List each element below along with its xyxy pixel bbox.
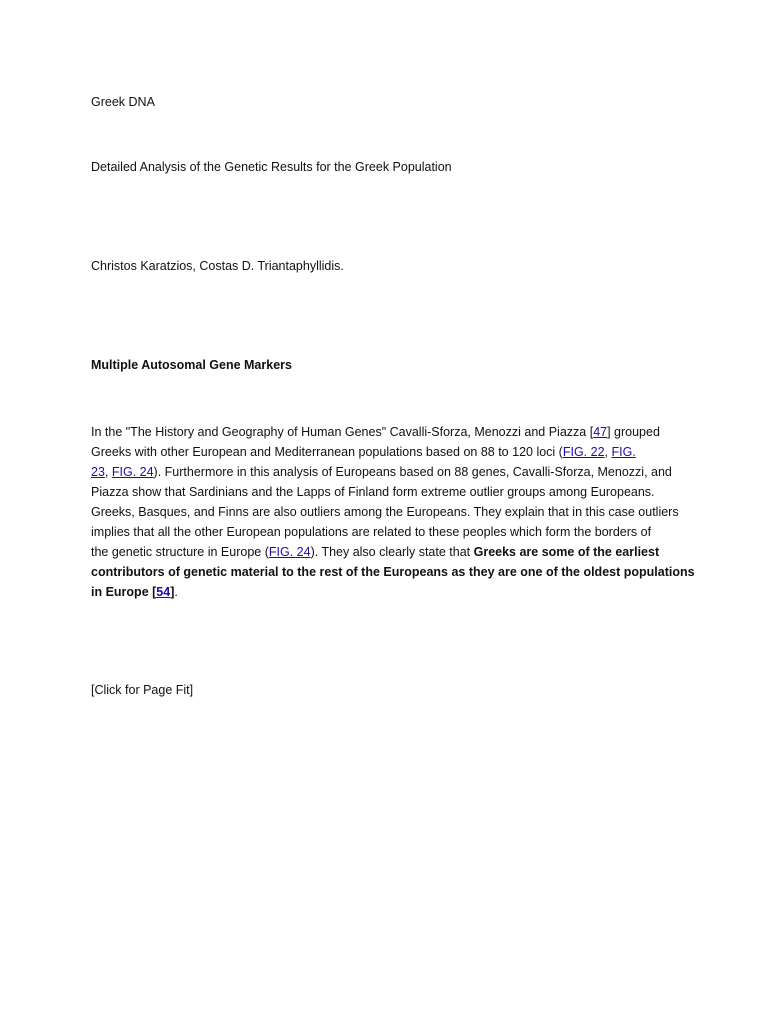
body-paragraph [91,422,695,602]
figure-link-24[interactable]: FIG. 24 [111,465,154,479]
paragraph-line [91,422,681,442]
paragraph-line: Greeks, Basques, and Finns are also outliers among the Europeans. They explain that in this case outliers [91,505,679,519]
document-title: Greek DNA [91,95,155,109]
paragraph-line: Piazza show that Sardinians and the Lapps of Finland form extreme outlier groups among Europeans. [91,485,655,499]
paragraph-text: ] grouped [607,425,660,439]
reference-link-47[interactable]: 47 [593,425,608,439]
paragraph-line [91,582,681,602]
paragraph-text: Greeks with other European and Mediterranean populations based on 88 to 120 loci ( [91,445,563,459]
paragraph-text: . [174,585,178,599]
emphasized-text: in Europe [ [91,585,157,599]
paragraph-line: contributors of genetic material to the rest of the Europeans as they are one of the oldest populations [91,565,695,579]
emphasized-text: ] [170,585,175,599]
paragraph-line [91,462,681,482]
paragraph-line: implies that all the other European populations are related to these peoples which form the borders of [91,525,652,539]
paragraph-text: In the "The History and Geography of Human Genes" Cavalli-Sforza, Menozzi and Piazza [ [91,425,594,439]
paragraph-text: , [604,445,612,459]
emphasized-text: Greeks are some of the earliest [473,545,660,559]
document-subtitle: Detailed Analysis of the Genetic Results for the Greek Population [91,160,452,174]
paragraph-text: ). Furthermore in this analysis of Europeans based on 88 genes, Cavalli-Sforza, Menozzi, and [153,465,672,479]
figure-link-23-part2[interactable]: 23 [91,465,105,479]
section-heading: Multiple Autosomal Gene Markers [91,358,292,372]
paragraph-line [91,542,681,562]
figure-link-22[interactable]: FIG. 22 [562,445,605,459]
reference-link-54[interactable]: 54 [156,585,171,599]
paragraph-text: , [104,465,112,479]
page-fit-link[interactable]: [Click for Page Fit] [91,683,194,697]
figure-link-24-second[interactable]: FIG. 24 [268,545,311,559]
paragraph-text: the genetic structure in Europe ( [91,545,269,559]
paragraph-text: ). They also clearly state that [310,545,474,559]
paragraph-line [91,442,681,462]
document-authors: Christos Karatzios, Costas D. Triantaphyllidis. [91,259,344,273]
figure-link-23-part1[interactable]: FIG. [611,445,636,459]
